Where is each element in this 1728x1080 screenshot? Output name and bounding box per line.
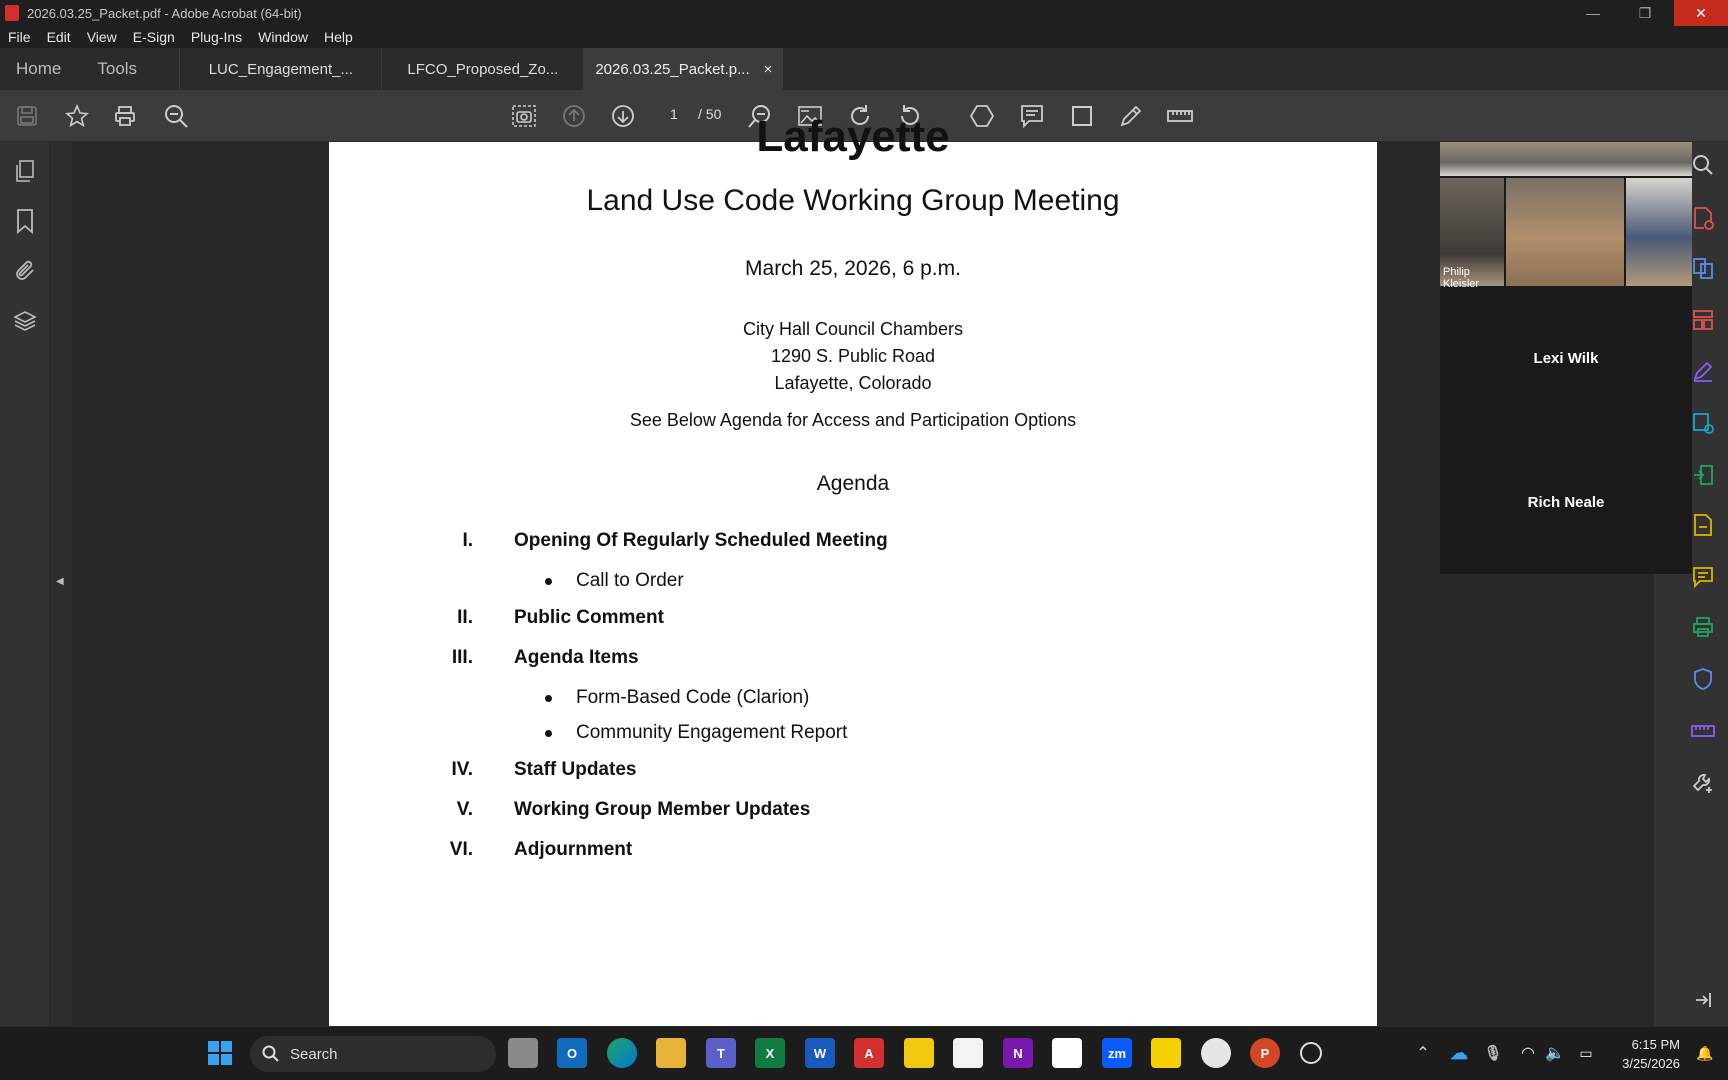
tab-doc-packet[interactable] [583, 48, 783, 90]
comment-panel-icon[interactable] [1688, 562, 1718, 592]
left-navigation-rail [0, 142, 50, 1026]
outlook-icon[interactable]: O [557, 1038, 587, 1068]
onedrive-cloud-icon[interactable]: ☁ [1450, 1042, 1468, 1063]
agenda-subitem-text: Call to Order [576, 570, 684, 591]
send-for-comments-icon[interactable] [1688, 510, 1718, 540]
volume-speaker-icon[interactable]: 🔈 [1545, 1045, 1565, 1062]
bookmark-star-icon[interactable] [62, 101, 92, 131]
measure-tool-icon[interactable] [1688, 716, 1718, 746]
microphone-icon[interactable]: 🎙 [1483, 1045, 1503, 1062]
show-hidden-icons-chevron-icon[interactable]: ⌃ [1416, 1045, 1430, 1062]
agenda-item-title: Working Group Member Updates [514, 799, 811, 820]
meeting-title: Land Use Code Working Group Meeting [586, 184, 1120, 217]
agenda-subitem-text: Community Engagement Report [576, 722, 848, 743]
search-zoom-icon[interactable] [1688, 150, 1718, 180]
clickup-icon[interactable] [1052, 1038, 1082, 1068]
power-bi-icon[interactable] [904, 1038, 934, 1068]
zoom-search-icon[interactable] [161, 101, 191, 131]
export-pdf-icon[interactable] [1688, 460, 1718, 490]
create-pdf-icon[interactable] [1688, 203, 1718, 233]
address-line-1: City Hall Council Chambers [742, 319, 964, 339]
close-window-button[interactable]: ✕ [1674, 0, 1728, 26]
agenda-item-number: VI. [449, 839, 473, 860]
tab-doc-lfco-proposed[interactable]: LFCO_Proposed_Zo... [381, 48, 583, 90]
clock-app-icon[interactable] [1201, 1038, 1231, 1068]
agenda-item-title: Public Comment [514, 607, 664, 628]
bullet-dot [545, 695, 552, 702]
attachments-paperclip-icon[interactable] [10, 256, 40, 286]
agenda-heading: Agenda [816, 472, 890, 495]
menu-edit[interactable]: Edit [46, 29, 71, 45]
agenda-item-title: Staff Updates [514, 759, 637, 780]
participant-video[interactable] [1626, 178, 1692, 286]
minimize-button[interactable]: — [1586, 5, 1600, 21]
tab-doc-luc-engagement[interactable]: LUC_Engagement_... [179, 48, 381, 90]
agenda-item-number: II. [457, 607, 473, 628]
agenda-item-number: V. [456, 799, 473, 820]
agenda-subitem-text: Form-Based Code (Clarion) [576, 687, 810, 708]
powerpoint-icon[interactable]: P [1250, 1038, 1280, 1068]
tab-tools[interactable]: Tools [97, 59, 138, 78]
participant-video[interactable] [1440, 178, 1504, 290]
video-thumbnail-strip [1440, 142, 1692, 176]
excel-icon[interactable]: X [755, 1038, 785, 1068]
participant-name: Rich Neale [1527, 494, 1605, 511]
file-explorer-icon[interactable] [656, 1038, 686, 1068]
copilot-circle-icon[interactable] [1300, 1042, 1322, 1064]
tab-doc-packet-label: 2026.03.25_Packet.p... [595, 60, 750, 78]
tab-bar [0, 48, 1728, 90]
onenote-icon[interactable]: N [1003, 1038, 1033, 1068]
search-icon [262, 1045, 280, 1063]
print-icon[interactable] [110, 101, 140, 131]
protect-shield-icon[interactable] [1688, 664, 1718, 694]
agenda-item-title: Opening Of Regularly Scheduled Meeting [514, 530, 888, 551]
address-line-2: 1290 S. Public Road [770, 346, 936, 366]
collapse-left-panel-icon[interactable]: ◀ [56, 576, 64, 587]
task-view-icon[interactable] [508, 1038, 538, 1068]
zoom-icon[interactable]: zm [1102, 1038, 1132, 1068]
agenda-item-title: Agenda Items [514, 647, 639, 668]
edit-pdf-icon[interactable] [1688, 408, 1718, 438]
clock-time: 6:15 PM [1631, 1037, 1680, 1052]
taskbar-search-label: Search [290, 1045, 338, 1063]
edge-browser-icon[interactable] [607, 1038, 637, 1068]
tab-home[interactable]: Home [16, 59, 62, 78]
video-call-overlay[interactable] [1440, 142, 1692, 574]
access-options-note: See Below Agenda for Access and Participation Options [629, 410, 1077, 430]
print-production-icon[interactable] [1688, 612, 1718, 642]
menu-esign[interactable]: E-Sign [132, 29, 175, 45]
layers-icon[interactable] [10, 306, 40, 336]
participant-name: Philip Kleisler [1443, 266, 1480, 290]
notifications-bell-icon[interactable]: 🔔 [1696, 1044, 1714, 1061]
tab-close-icon[interactable]: × [763, 60, 773, 78]
restore-button[interactable]: ❐ [1638, 4, 1652, 21]
acrobat-pdf-icon [5, 5, 19, 21]
sticky-notes-icon[interactable] [1151, 1038, 1181, 1068]
menu-plugins[interactable]: Plug-Ins [190, 29, 243, 45]
word-icon[interactable]: W [805, 1038, 835, 1068]
page-thumbnails-icon[interactable] [10, 156, 40, 186]
teams-icon[interactable]: T [706, 1038, 736, 1068]
agenda-item-number: I. [462, 530, 473, 551]
menu-help[interactable]: Help [323, 29, 353, 45]
meeting-date: March 25, 2026, 6 p.m. [745, 257, 961, 280]
more-tools-icon[interactable] [1688, 768, 1718, 798]
collapse-tools-panel-icon[interactable] [1688, 985, 1718, 1015]
combine-files-icon[interactable] [1688, 253, 1718, 283]
battery-icon[interactable]: ▭ [1579, 1044, 1593, 1061]
bullet-dot [545, 578, 552, 585]
agenda-item-number: III. [451, 647, 473, 668]
fill-sign-icon[interactable] [1688, 356, 1718, 386]
clock-date: 3/25/2026 [1622, 1056, 1680, 1071]
window-title: 2026.03.25_Packet.pdf - Adobe Acrobat (64-bit) [27, 5, 302, 21]
window-titlebar [0, 0, 1728, 26]
bullet-dot [545, 730, 552, 737]
wifi-icon[interactable]: ◠ [1521, 1045, 1535, 1062]
city-name-heading: Lafayette [756, 112, 950, 161]
agenda-item-number: IV. [451, 759, 473, 780]
menu-file[interactable]: File [8, 29, 31, 45]
menu-view[interactable]: View [86, 29, 117, 45]
room-camera-video[interactable] [1506, 178, 1624, 286]
page-total: / 50 [698, 106, 722, 122]
bookmarks-icon[interactable] [10, 206, 40, 236]
notepad-icon[interactable] [953, 1038, 983, 1068]
menu-bar [0, 26, 1728, 48]
save-icon[interactable] [12, 101, 42, 131]
acrobat-icon[interactable]: A [854, 1038, 884, 1068]
agenda-item-title: Adjournment [514, 839, 633, 860]
start-windows-icon[interactable] [205, 1038, 235, 1068]
page-number-input[interactable]: 1 [670, 106, 678, 122]
menu-window[interactable]: Window [258, 29, 308, 45]
taskbar-search-box[interactable] [250, 1036, 496, 1072]
participant-name: Lexi Wilk [1533, 350, 1599, 367]
meeting-location [329, 316, 1377, 397]
taskbar-clock[interactable] [1600, 1035, 1680, 1073]
windows-taskbar [0, 1026, 1728, 1080]
address-line-3: Lafayette, Colorado [774, 373, 932, 393]
organize-pages-icon[interactable] [1688, 305, 1718, 335]
